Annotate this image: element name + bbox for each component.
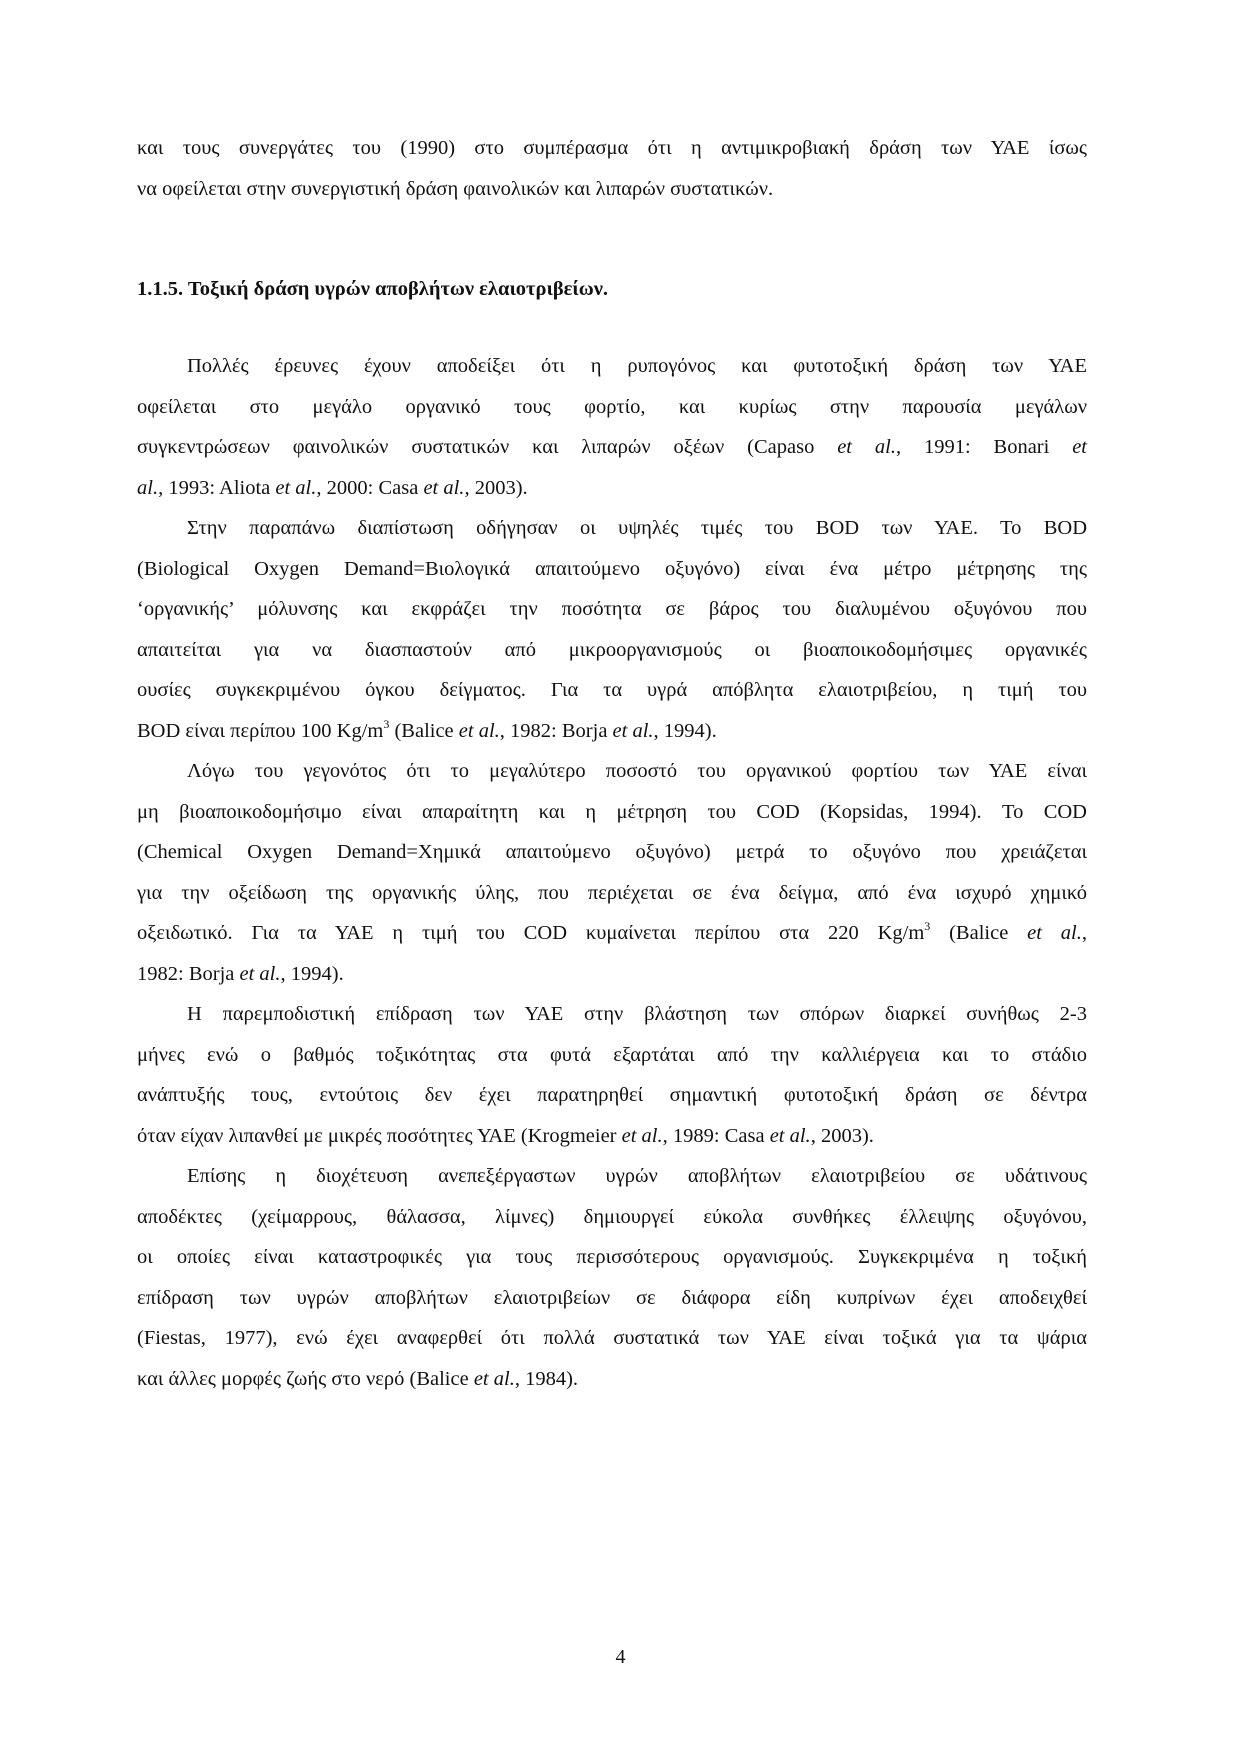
text-line [137,954,1087,995]
text-line: ουσίες συγκεκριμένου όγκου δείγματος. Για τα υγρά απόβλητα ελαιοτριβείου, η τιμή του [137,679,1087,701]
text-span: , 1984). [514,1367,579,1390]
text-line [137,1359,1087,1400]
text-line: μη βιοαποικοδομήσιμο είναι απαραίτητη και η μέτρηση του COD (Kopsidas, 1994). Το COD [137,800,1087,823]
text-line: Πολλές έρευνες έχουν αποδείξει ότι η ρυπογόνος και φυτοτοξική δράση των ΥΑΕ [187,355,1087,377]
citation-etal: et al. [837,436,896,458]
text-line: αποδέκτες (χείμαρρους, θάλασσα, λίμνες) δημιουργεί εύκολα συνθήκες έλλειψης οξυγόνου, [137,1205,1087,1228]
text-line: και τους συνεργάτες του (1990) στο συμπέρασμα ότι η αντιμικροβιακή δράση των ΥΑΕ ίσως [137,137,1087,159]
section-heading: 1.1.5. Τοξική δράση υγρών αποβλήτων ελαιοτριβείων. [137,278,609,300]
paragraph-4 [137,994,1087,1156]
text-line: Η παρεμποδιστική επίδραση των ΥΑΕ στην βλάστηση των σπόρων διαρκεί συνήθως 2-3 [187,1003,1087,1025]
text-span: , [1081,922,1087,944]
paragraph-3 [137,751,1087,994]
paragraph-5 [137,1156,1087,1399]
paragraph-1 [137,346,1087,508]
text-span: (Balice [930,922,1028,944]
text-line: (Fiestas, 1977), ενώ έχει αναφερθεί ότι πολλά συστατικά των ΥΑΕ είναι τοξικά για τα ψάρια [137,1327,1087,1349]
text-line: οφείλεται στο μεγάλο οργανικό τους φορτίο, και κυρίως στην παρουσία μεγάλων [137,395,1087,418]
superscript: 3 [383,716,390,731]
paragraph-2 [137,508,1087,751]
text-span: οξειδωτικό. Για τα ΥΑΕ η τιμή του COD κυμαίνεται περίπου στα 220 Kg/m [137,922,925,944]
text-line [137,711,1087,752]
text-line: Στην παραπάνω διαπίστωση οδήγησαν οι υψηλές τιμές του BOD των ΥΑΕ. Το BOD [187,517,1087,539]
text-span: , 1993: Aliota [158,476,276,499]
text-line: ‘οργανικής’ μόλυνσης και εκφράζει την ποσότητα σε βάρος του διαλυμένου οξυγόνου που [137,598,1087,620]
text-span: , 1994). [280,962,344,985]
page-number: 4 [615,1646,626,1668]
text-line [137,427,1087,468]
citation-etal: et al. [239,962,281,985]
text-span: , 2003). [464,476,528,499]
text-line: (Biological Oxygen Demand=Βιολογικά απαιτούμενο οξυγόνο) είναι ένα μέτρο μέτρησης της [137,557,1087,580]
text-line [137,913,1087,954]
text-span: BOD είναι περίπου 100 Kg/m [137,719,384,742]
text-span: όταν είχαν λιπανθεί με μικρές ποσότητες ΥΑΕ (Krogmeier [137,1124,622,1147]
text-span: και άλλες μορφές ζωής στο νερό (Balice [137,1367,474,1390]
citation-et: et [1072,436,1087,458]
superscript: 3 [924,919,931,933]
text-line: οι οποίες είναι καταστροφικές για τους περισσότερους οργανισμούς. Συγκεκριμένα η τοξική [137,1246,1087,1268]
text-span: , 1982: Borja [499,719,613,742]
citation-etal: et al. [473,1367,515,1390]
citation-etal: et al. [423,476,465,499]
text-line: για την οξείδωση της οργανικής ύλης, που περιέχεται σε ένα δείγμα, από ένα ισχυρό χημικό [137,881,1087,904]
text-span: , 1991: Bonari [895,436,1073,458]
text-span: , 2003). [810,1124,874,1147]
text-span: συγκεντρώσεων φαινολικών συστατικών και λιπαρών οξέων (Capaso [137,436,838,458]
citation-al: al. [137,476,159,499]
text-line [137,468,1087,509]
text-span: , 2000: Casa [316,476,424,499]
citation-etal: et al. [275,476,317,499]
text-line: επίδραση των υγρών αποβλήτων ελαιοτριβείων σε διάφορα είδη κυπρίνων έχει αποδειχθεί [137,1286,1087,1309]
text-line: να οφείλεται στην συνεργιστική δράση φαινολικών και λιπαρών συστατικών. [137,177,774,200]
text-span: , 1994). [653,719,717,742]
citation-etal: et al. [769,1124,811,1147]
text-span: (Balice [389,719,459,742]
text-line [137,1116,1087,1157]
text-line: απαιτείται για να διασπαστούν από μικροοργανισμούς οι βιοαποικοδομήσιμες οργανικές [137,638,1087,661]
citation-etal: et al. [1027,922,1082,944]
text-line: Λόγω του γεγονότος ότι το μεγαλύτερο ποσοστό του οργανικού φορτίου των ΥΑΕ είναι [187,760,1087,782]
text-span: , 1989: Casa [662,1124,770,1147]
citation-etal: et al. [458,719,500,742]
text-span: 1982: Borja [137,962,240,985]
intro-paragraph [137,128,1087,209]
document-page [137,128,1087,1399]
citation-etal: et al. [612,719,654,742]
citation-etal: et al. [621,1124,663,1147]
text-line: Επίσης η διοχέτευση ανεπεξέργαστων υγρών αποβλήτων ελαιοτριβείου σε υδάτινους [187,1165,1087,1187]
text-line: ανάπτυξής τους, εντούτοις δεν έχει παρατηρηθεί σημαντική φυτοτοξική δράση σε δέντρα [137,1084,1087,1106]
spacer [137,309,1087,346]
text-line: μήνες ενώ ο βαθμός τοξικότητας στα φυτά εξαρτάται από την καλλιέργεια και το στάδιο [137,1043,1087,1066]
text-line: (Chemical Oxygen Demand=Χημικά απαιτούμενο οξυγόνο) μετρά το οξυγόνο που χρειάζεται [137,841,1087,863]
